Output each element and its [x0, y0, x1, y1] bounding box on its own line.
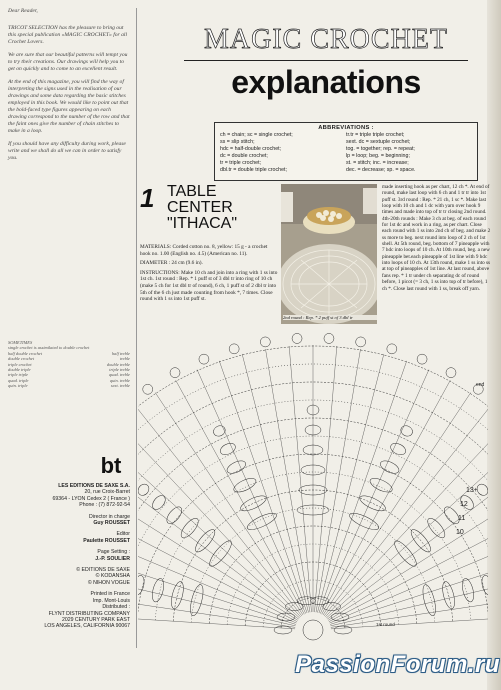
uk-term: sext. treble: [110, 383, 130, 389]
copyright-3: © NIHON VOGUE: [87, 579, 130, 586]
us-term: triple crochet: [8, 361, 32, 367]
row-label-10: 10: [456, 529, 464, 536]
intro-paragraph-3: At the end of this magazine, you will find the way of interpreting the signs used in the realisation of our drawings and some data regarding the basic stitches employed in this book. We would like to point out that the bold-faced type figures appearing on each drawing correspond to the number of the row and that the faint ones give the number of chain stitches to make in a loop.: [8, 79, 130, 134]
abbreviation-line: dbl.tr = double triple crochet;: [220, 167, 287, 173]
intro-sidebar: [8, 8, 130, 168]
row-label-11: 11: [458, 515, 466, 522]
uk-term: treble: [119, 356, 130, 362]
copyright-1: © EDITIONS DE SAXE: [76, 567, 130, 574]
watermark: PassionForum.ru: [295, 651, 500, 678]
phone: Phone : (7) 872-92-54: [79, 502, 130, 509]
abbreviations-right-column: [346, 132, 472, 174]
photo-caption: 2nd round : Rep. * 2 puff st of 3 dbl tr: [283, 315, 377, 320]
publisher-credits: [8, 483, 130, 630]
uk-term: half treble: [111, 350, 130, 356]
end-label: end: [476, 382, 485, 388]
us-term: triple triple: [8, 372, 29, 378]
abbreviation-line: dc = double crochet;: [220, 153, 268, 159]
materials: MATERIALS: Corded cotton no. 8, yellow: 15 g - a crochet hook no. 1.00 (English no. 4.5) (American no. 11).: [140, 244, 268, 257]
diameter: DIAMETER : 24 cm (9.6 in).: [140, 260, 203, 267]
intro-paragraph-2: We are sure that our beautiful patterns will tempt you to try their creations. Our drawings will help you to get on quickly and to come to an excellent result.: [8, 52, 128, 72]
distributor-name: FLYNT DISTRIBUTING COMPANY: [48, 610, 130, 617]
first-round-label: 1st round: [376, 622, 395, 627]
printed-in: Printed in France: [90, 591, 130, 598]
header-rule: [184, 60, 468, 61]
equivalent-row: [8, 383, 130, 388]
doily-photo-image: [281, 184, 377, 324]
row-label-12: 12: [460, 501, 468, 508]
us-term: quad. triple: [8, 377, 29, 383]
us-term: half double crochet: [8, 350, 42, 356]
abbreviations-title: ABBREVIATIONS :: [318, 125, 374, 131]
abbreviation-line: sext. dc = sextuple crochet;: [346, 139, 411, 145]
editor-name: Paulette ROUSSET: [83, 537, 130, 544]
distributed-label: Distributed :: [102, 604, 130, 611]
us-term: double crochet: [8, 356, 35, 362]
uk-term: quin. treble: [109, 377, 130, 383]
greeting: Dear Reader,: [8, 8, 38, 14]
stitch-equivalents-intro: single crochet is assimilated to double crochet: [8, 345, 90, 351]
instructions: INSTRUCTIONS: Make 10 ch and join into a ring with 1 ss into 1st ch. 1st round : Rep. * 1 puff st of 3 dbl tr into ring of 10 ch (make 5 ch for 1st dbl tr of round), 6 ch, 1 puff st of 2 dbl tr into 5th of the 6 ch just made counting from hook *, 7 times. Close round with 1 ss into 1st puff st.: [140, 269, 278, 303]
row-label-13: 13+: [466, 487, 478, 494]
us-term: quin. triple: [8, 383, 28, 389]
instructions-continued: made inserting hook as per chart, 12 ch *. At end of round, make last loop with 6 ch and 1 tr tr into 1st puff st. 3rd round : Rep. * 21 ch, 1 sc *. Make last loop with 10 ch and 1 dc with yarn over hook 9 times and made into top of tr tr closing 2nd round. 4th-20th rounds : Make 3 ch at beg. of each round for 1st dc and work in a ring, as per chart. Close each round with 1 ss into 2nd ch of beg. and make 2 ss more to beg. next round into loop of 2 ch of 1st shell. At 5th round, beg. bottom of 7 pineapple with 7 hdc into loops of 10 ch. At 10th round, beg. a new pineapple bet.each pineapple of 1st line with 9 hdc into loops of 10 ch. At 13th round, make 1 ss into ss at top of pineapples of 1st line. At last round, above fans rep. * 1 tr under ch separating dc of round before, 1 picot (= 3 ch, 1 ss into top of tr before), 1 ch *. Close last round with 1 ss, break off yarn.: [382, 184, 491, 292]
materials-instructions: [140, 244, 278, 306]
stitch-equivalents-heading: SOMETIMES: [8, 340, 33, 345]
pattern-title-line: TABLE: [167, 183, 217, 200]
doily-photo: [281, 184, 377, 324]
uk-term: triple treble: [109, 367, 130, 373]
abbreviations-box: [214, 122, 478, 181]
uk-term: double treble: [106, 361, 130, 367]
page-setting-name: J.-P. SOULIER: [95, 555, 130, 562]
page-setting-label: Page Setting :: [97, 549, 130, 556]
address-line-2: 69364 - LYON Cedex 2 ( France ): [52, 495, 130, 502]
magazine-title: MAGIC CROCHET: [203, 24, 448, 55]
abbreviations-left-column: [220, 132, 346, 174]
abbreviation-line: lp = loop; beg. = beginning;: [346, 153, 410, 159]
page-spine: [487, 0, 501, 690]
abbreviation-line: st. = stitch; inc. = increase;: [346, 160, 409, 166]
publisher-logo: [98, 453, 124, 479]
intro-paragraph-1: TRICOT SELECTION has the pleasure to bring out this special publication «MAGIC CROCHET» for all Crochet Lovers.: [8, 25, 128, 45]
abbreviation-line: tog. = together; rep. = repeat;: [346, 146, 415, 152]
column-divider: [136, 8, 137, 648]
abbreviation-line: dec. = decrease; sp. = space.: [346, 167, 416, 173]
copyright-2: © KODANSHA: [95, 573, 130, 580]
intro-paragraph-4: If you should have any difficulty during work, please write and we shall do all we can in order to satisfy you.: [8, 141, 126, 161]
abbreviation-line: tr.tr = triple triple crochet;: [346, 132, 405, 138]
logo-text: bt: [100, 453, 122, 478]
crochet-chart: [138, 330, 488, 675]
pattern-title: [167, 184, 277, 232]
stitch-equivalents: [8, 340, 130, 389]
abbreviation-line: ss = slip stitch;: [220, 139, 255, 145]
publisher-name: LES EDITIONS DE SAXE S.A.: [58, 483, 130, 489]
pattern-title-line: CENTER: [167, 199, 233, 216]
us-term: double triple: [8, 367, 31, 373]
director-label: Director in charge: [89, 513, 130, 520]
pattern-number: 1: [140, 183, 155, 213]
abbreviation-line: tr = triple crochet;: [220, 160, 262, 166]
director-name: Guy ROUSSET: [93, 520, 130, 527]
abbreviation-line: ch = chain; sc = single crochet;: [220, 132, 293, 138]
page-title: explanations: [231, 64, 421, 100]
page-header: [176, 24, 476, 104]
address-line-1: 20, rue Croix-Barret: [84, 489, 130, 496]
abbreviation-line: hdc = half-double crochet;: [220, 146, 282, 152]
distributor-city: LOS ANGELES, CALIFORNIA 90067: [44, 623, 130, 630]
pattern-title-line: "ITHACA": [167, 215, 238, 232]
distributor-address: 2029 CENTURY PARK EAST: [61, 616, 130, 623]
editor-label: Editor: [116, 531, 130, 538]
printer: Imp. Mont-Louis: [92, 597, 130, 604]
uk-term: quad. treble: [108, 372, 130, 378]
